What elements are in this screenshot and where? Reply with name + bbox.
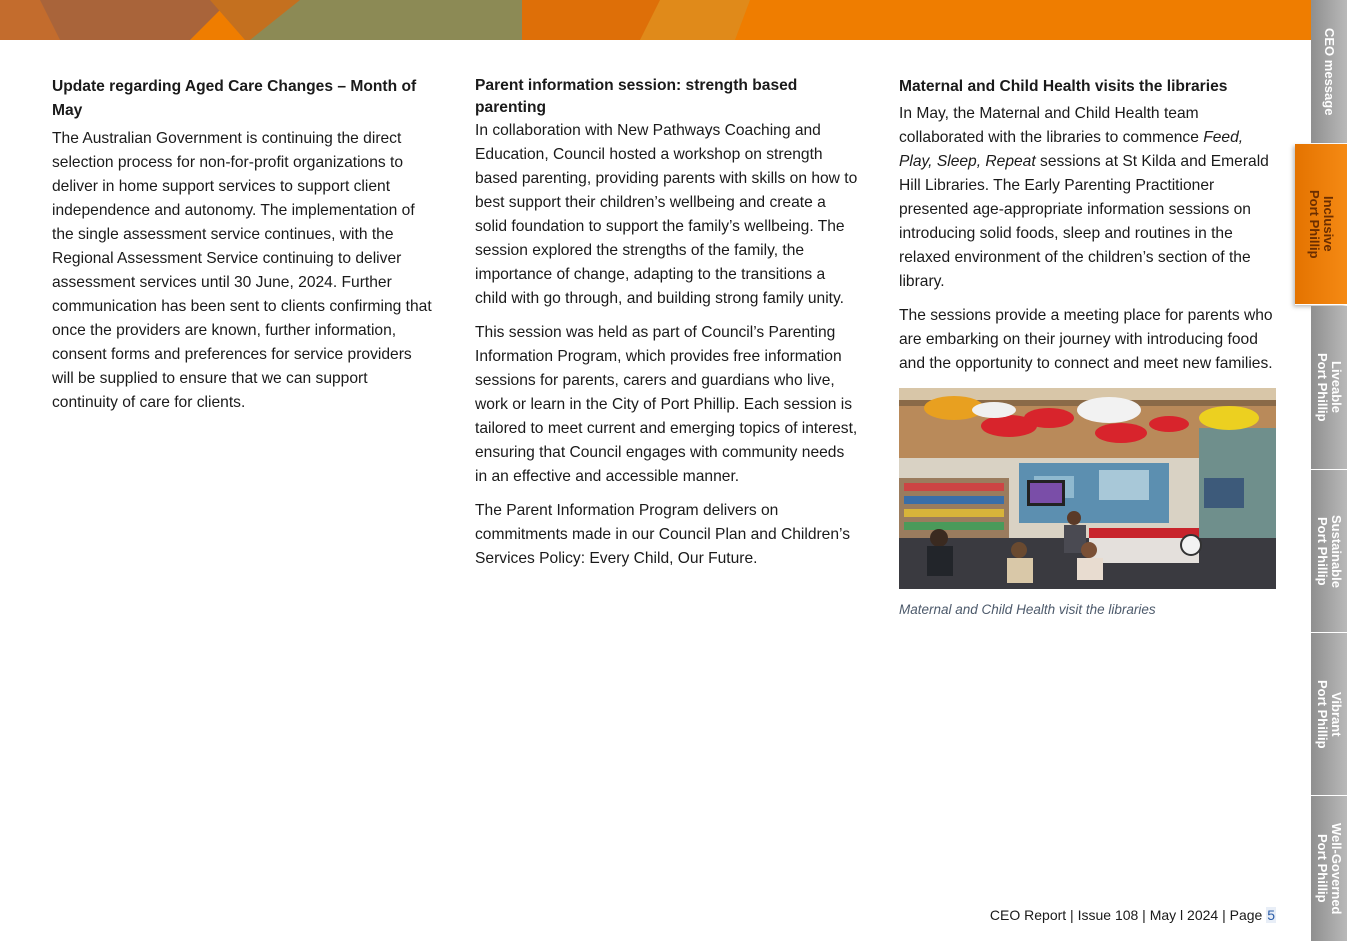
header-banner [0,0,1311,40]
article-parent-information-session [475,75,860,581]
tab-label [1315,353,1343,422]
article-paragraph: The Parent Information Program delivers on commitments made in our Council Plan and Children’s Services Policy: Every Child, Our Future. [475,502,851,567]
article-heading: Update regarding Aged Care Changes – Month of May [52,78,417,119]
footer-text: CEO Report | Issue 108 | May l 2024 | Page [989,907,1267,923]
article-heading: Maternal and Child Health visits the libraries [899,78,1228,95]
tab-label [1322,28,1336,115]
tab-label-line: Well-Governed [1329,822,1344,915]
tab-label-line: Sustainable [1329,514,1344,588]
tab-label-line: Liveable [1329,361,1344,414]
page-footer [990,905,1276,925]
article-paragraph: This session was held as part of Council’s Parenting Information Program, which provides free information sessions for parents, carers and guardians who live, work or learn in the City of Port Phillip. Each session is tailored to meet current and emerging topics of interest, ensuring that Council engages with community needs in an effective and accessible manner. [475,324,858,485]
tab-label [1315,515,1343,588]
photo-graphic [899,388,1276,589]
tab-label-line: Port Phillip [1315,834,1330,903]
article-maternal-child-health [899,75,1277,620]
tab-label-line: Port Phillip [1307,189,1322,259]
text-run: In May, the Maternal and Child Health team collaborated with the libraries to commence [899,105,1204,146]
banner-graphic [0,0,1311,40]
tab-label-line: CEO message [1322,27,1337,116]
tab-ceo-message[interactable] [1311,0,1347,144]
article-heading: Parent information session: strength based parenting [475,77,798,116]
tab-label [1315,823,1343,915]
tab-label-line: Inclusive [1321,196,1336,252]
tab-label-line: Vibrant [1329,691,1344,737]
tab-label-line: Port Phillip [1315,679,1330,749]
tab-label-line: Port Phillip [1315,516,1330,586]
article-aged-care [52,75,432,425]
tab-inclusive-port-phillip[interactable] [1295,144,1347,305]
article-paragraph: The Australian Government is continuing the direct selection process for non-for-profit organizations to deliver in home support services to support client independence and autonomy. The implementation of the single assessment service continues, with the Regional Assessment Service continuing to deliver assessment services until 30 June, 2024. Further communication has been sent to clients confirming that once the providers are known, further information, consent forms and preferences for service providers will be supplied to ensure that we can support continuity of care for clients. [52,130,432,411]
article-paragraph: The sessions provide a meeting place for parents who are embarking on their journey with introducing food and the opportunity to connect and meet new families. [899,307,1273,372]
tab-label [1315,680,1343,749]
session-name: Feed, Play, Sleep, Repeat [899,129,1244,170]
article-paragraph [899,102,1277,294]
tab-vibrant-port-phillip[interactable] [1311,633,1347,796]
photo-caption: Maternal and Child Health visit the libraries [899,602,1156,617]
text-run: sessions at St Kilda and Emerald Hill Libraries. The Early Parenting Practitioner presented age-appropriate information sessions on introducing solid foods, sleep and routines in the relaxed environment of the children’s section of the library. [899,153,1269,290]
section-tabs [1307,0,1347,941]
article-paragraph: In collaboration with New Pathways Coaching and Education, Council hosted a workshop on strength based parenting, providing parents with skills on how to best support their children’s wellbeing and create a solid foundation to support the family’s wellbeing. The session explored the strengths of the family, the importance of change, adapting to the transitions a child with go through, and building strong family unity. [475,122,858,307]
tab-liveable-port-phillip[interactable] [1311,306,1347,470]
tab-label-line: Port Phillip [1315,353,1330,422]
tab-sustainable-port-phillip[interactable] [1311,470,1347,633]
page-number: 5 [1267,907,1275,923]
library-session-photo [899,388,1276,589]
tab-well-governed-port-phillip[interactable] [1311,796,1347,942]
tab-label [1307,190,1335,259]
